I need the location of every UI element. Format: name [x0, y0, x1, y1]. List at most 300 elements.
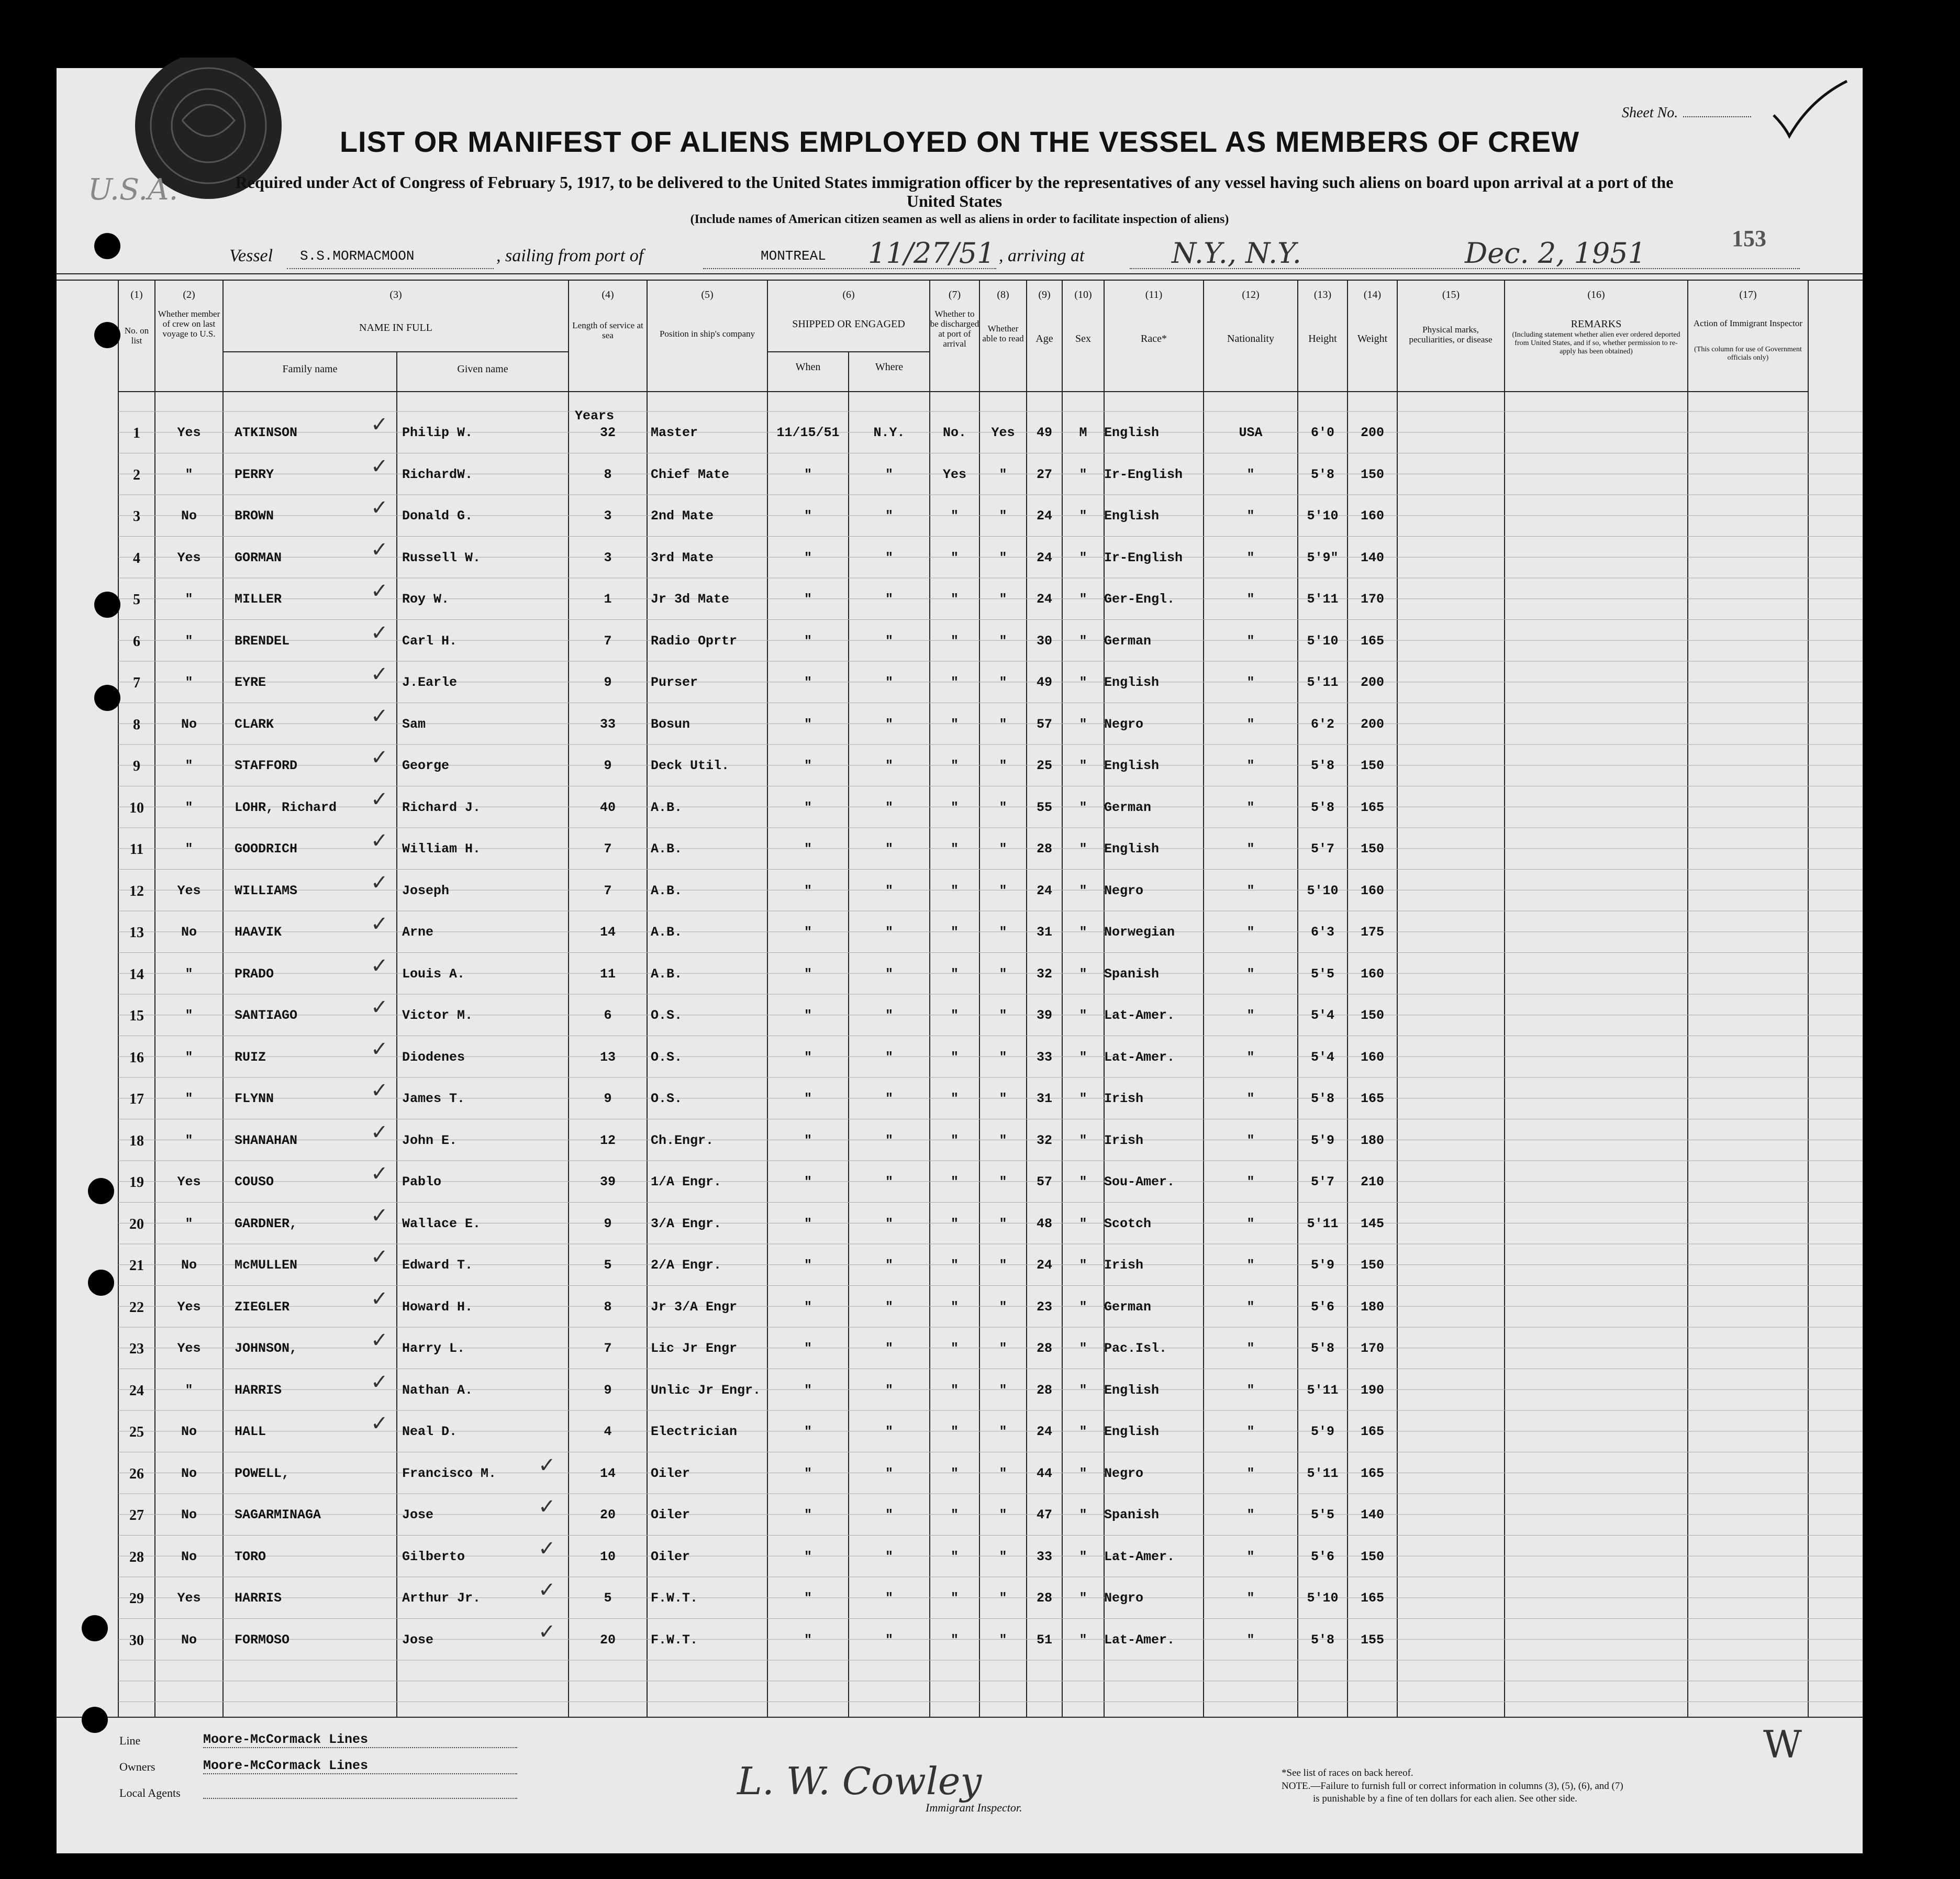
cell-when: "	[804, 799, 812, 815]
races-note: *See list of races on back hereof.	[1282, 1767, 1413, 1778]
cell-nationality: USA	[1239, 425, 1263, 440]
check-mark-icon: ✓	[538, 1619, 556, 1644]
cell-sex: "	[1079, 1424, 1087, 1439]
cell-weight: 160	[1360, 1049, 1384, 1065]
cell-nationality: "	[1246, 758, 1255, 773]
cell-family: McMULLEN	[235, 1258, 298, 1273]
cell-years: 9	[604, 1216, 612, 1231]
cell-family: FORMOSO	[235, 1632, 290, 1648]
inspector-label: Immigrant Inspector.	[926, 1801, 1022, 1814]
cell-height: 5'10	[1307, 508, 1339, 524]
check-mark-icon: ✓	[371, 870, 388, 895]
cell-discharge: "	[950, 633, 959, 649]
col2-number: (2)	[183, 289, 195, 301]
col9-number: (9)	[1038, 289, 1051, 301]
cell-race: German	[1104, 1299, 1152, 1315]
cell-position: Oiler	[651, 1549, 691, 1564]
cell-position: Purser	[651, 675, 698, 690]
cell-years: 20	[599, 1507, 616, 1522]
cell-no: 3	[133, 508, 140, 525]
cell-family: TORO	[235, 1549, 266, 1564]
cell-height: 5'6	[1310, 1299, 1334, 1315]
cell-age: 32	[1036, 966, 1052, 982]
punch-hole	[88, 1178, 114, 1204]
cell-weight: 150	[1360, 466, 1384, 482]
cell-where: "	[885, 716, 893, 732]
cell-weight: 155	[1360, 1632, 1384, 1648]
cell-discharge: "	[950, 1299, 959, 1315]
cell-when: "	[804, 1465, 812, 1481]
cell-given: Joseph	[402, 883, 450, 898]
cell-where: "	[885, 1008, 893, 1023]
cell-nationality: "	[1246, 1049, 1255, 1065]
col7-header: Whether to be discharged at port of arrival	[930, 309, 979, 349]
cell-no: 30	[129, 1632, 144, 1649]
cell-when: "	[804, 1008, 812, 1023]
cell-family: HARRIS	[235, 1591, 282, 1606]
sailing-label: , sailing from port of	[496, 246, 644, 265]
cell-family: BRENDEL	[235, 633, 290, 649]
cell-nationality: "	[1246, 1091, 1255, 1106]
col11-number: (11)	[1145, 289, 1163, 301]
cell-given: Victor M.	[402, 1008, 473, 1023]
cell-sex: "	[1079, 1382, 1087, 1398]
cell-age: 28	[1036, 841, 1052, 857]
cell-discharge: "	[950, 508, 959, 524]
cell-where: "	[885, 1507, 893, 1522]
cell-height: 5'8	[1310, 1091, 1334, 1106]
cell-given: George	[402, 758, 450, 773]
cell-sex: M	[1079, 425, 1087, 440]
cell-read: "	[999, 1008, 1007, 1023]
cell-last: "	[185, 466, 193, 482]
cell-race: Spanish	[1104, 1507, 1160, 1522]
cell-sex: "	[1079, 1091, 1087, 1106]
cell-nationality: "	[1246, 592, 1255, 607]
cell-read: "	[999, 466, 1007, 482]
cell-age: 39	[1036, 1008, 1052, 1023]
cell-position: Oiler	[651, 1507, 691, 1522]
cell-discharge: "	[950, 799, 959, 815]
col8-header: Whether able to read	[982, 324, 1024, 343]
cell-when: "	[804, 1049, 812, 1065]
cell-sex: "	[1079, 1632, 1087, 1648]
cell-years: 3	[604, 508, 612, 524]
cell-weight: 165	[1360, 799, 1384, 815]
cell-where: "	[885, 508, 893, 524]
cell-years: 32	[599, 425, 616, 440]
cell-race: Ir-English	[1104, 466, 1183, 482]
cell-last: No	[181, 1424, 197, 1439]
cell-weight: 190	[1360, 1382, 1384, 1398]
punch-hole	[94, 322, 120, 348]
cell-years: 10	[599, 1549, 616, 1564]
cell-given: Russell W.	[402, 550, 481, 565]
cell-where: "	[885, 1424, 893, 1439]
cell-read: "	[999, 1549, 1007, 1564]
cell-given: Harry L.	[402, 1341, 465, 1356]
cell-where: "	[885, 1258, 893, 1273]
cell-no: 10	[129, 799, 144, 816]
punch-hole	[82, 1707, 108, 1733]
cell-last: No	[181, 1507, 197, 1522]
cell-weight: 210	[1360, 1174, 1384, 1189]
cell-age: 32	[1036, 1132, 1052, 1148]
cell-discharge: "	[950, 1632, 959, 1648]
cell-race: English	[1104, 758, 1160, 773]
col6-when-header: When	[795, 361, 821, 373]
cell-family: WILLIAMS	[235, 883, 298, 898]
cell-when: "	[804, 1299, 812, 1315]
cell-when: "	[804, 758, 812, 773]
col16-subheader: (Including statement whether alien ever ordered deported from United States, and if so, whether permission to re-apply has been obtained)	[1512, 331, 1680, 355]
cell-age: 24	[1036, 550, 1052, 565]
cell-when: "	[804, 1258, 812, 1273]
cell-years: 11	[599, 966, 616, 982]
cell-race: Spanish	[1104, 966, 1160, 982]
cell-weight: 150	[1360, 758, 1384, 773]
cell-height: 5'8	[1310, 466, 1334, 482]
cell-height: 6'3	[1310, 925, 1334, 940]
cell-age: 51	[1036, 1632, 1052, 1648]
cell-race: Negro	[1104, 716, 1144, 732]
cell-position: Master	[651, 425, 698, 440]
cell-where: "	[885, 633, 893, 649]
cell-nationality: "	[1246, 1382, 1255, 1398]
cell-race: Norwegian	[1104, 925, 1175, 940]
cell-when: "	[804, 508, 812, 524]
cell-height: 5'4	[1310, 1049, 1334, 1065]
cell-family: FLYNN	[235, 1091, 274, 1106]
check-mark-icon: ✓	[371, 787, 388, 811]
cell-last: "	[185, 1049, 193, 1065]
col3-family-header: Family name	[282, 363, 338, 375]
cell-family: COUSO	[235, 1174, 274, 1189]
vessel-label: Vessel	[229, 246, 273, 265]
cell-years: 14	[599, 925, 616, 940]
check-mark-icon: ✓	[371, 1120, 388, 1144]
cell-given: Wallace E.	[402, 1216, 481, 1231]
cell-given: Pablo	[402, 1174, 442, 1189]
cell-age: 44	[1036, 1465, 1052, 1481]
cell-race: English	[1104, 425, 1160, 440]
cell-read: "	[999, 1174, 1007, 1189]
col9-header: Age	[1035, 333, 1053, 344]
check-mark-icon: ✓	[371, 1203, 388, 1228]
cell-where: "	[885, 1341, 893, 1356]
cell-height: 5'9	[1310, 1132, 1334, 1148]
cell-age: 28	[1036, 1382, 1052, 1398]
cell-read: "	[999, 1591, 1007, 1606]
cell-age: 24	[1036, 883, 1052, 898]
cell-years: 4	[604, 1424, 612, 1439]
cell-where: "	[885, 466, 893, 482]
cell-sex: "	[1079, 1465, 1087, 1481]
cell-sex: "	[1079, 716, 1087, 732]
cell-family: GARDNER,	[235, 1216, 298, 1231]
cell-read: "	[999, 758, 1007, 773]
cell-weight: 180	[1360, 1132, 1384, 1148]
cell-years: 9	[604, 758, 612, 773]
cell-years: 5	[604, 1258, 612, 1273]
document-title: LIST OR MANIFEST OF ALIENS EMPLOYED ON THE VESSEL AS MEMBERS OF CREW	[339, 125, 1580, 158]
cell-age: 49	[1036, 675, 1052, 690]
manifest-sheet	[57, 68, 1863, 1853]
departure-port: MONTREAL	[761, 248, 826, 264]
cell-discharge: "	[950, 1465, 959, 1481]
cell-no: 23	[129, 1341, 144, 1357]
col12-header: Nationality	[1227, 333, 1274, 344]
cell-weight: 200	[1360, 716, 1384, 732]
cell-sex: "	[1079, 799, 1087, 815]
cell-position: Jr 3/A Engr	[651, 1299, 738, 1315]
cell-family: GORMAN	[235, 550, 282, 565]
cell-no: 9	[133, 758, 140, 774]
cell-weight: 140	[1360, 550, 1384, 565]
cell-race: Lat-Amer.	[1104, 1632, 1175, 1648]
cell-last: "	[185, 841, 193, 857]
cell-sex: "	[1079, 1174, 1087, 1189]
cell-where: "	[885, 1132, 893, 1148]
cell-given: Philip W.	[402, 425, 473, 440]
cell-read: "	[999, 1258, 1007, 1273]
col7-number: (7)	[948, 289, 961, 301]
col5-header: Position in ship's company	[659, 329, 755, 339]
cell-no: 24	[129, 1382, 144, 1399]
cell-when: "	[804, 966, 812, 982]
cell-position: Bosun	[651, 716, 691, 732]
punch-hole	[94, 592, 120, 618]
cell-age: 23	[1036, 1299, 1052, 1315]
cell-where: "	[885, 925, 893, 940]
cell-when: "	[804, 592, 812, 607]
cell-discharge: "	[950, 925, 959, 940]
cell-years: 3	[604, 550, 612, 565]
cell-age: 24	[1036, 1258, 1052, 1273]
cell-last: "	[185, 1091, 193, 1106]
cell-weight: 140	[1360, 1507, 1384, 1522]
cell-last: "	[185, 592, 193, 607]
cell-no: 15	[129, 1008, 144, 1024]
cell-sex: "	[1079, 841, 1087, 857]
cell-last: Yes	[177, 1591, 201, 1606]
cell-height: 5'5	[1310, 1507, 1334, 1522]
cell-position: A.B.	[651, 966, 683, 982]
cell-weight: 165	[1360, 1091, 1384, 1106]
cell-position: O.S.	[651, 1049, 683, 1065]
cell-when: "	[804, 466, 812, 482]
cell-age: 31	[1036, 1091, 1052, 1106]
cell-nationality: "	[1246, 1132, 1255, 1148]
cell-position: F.W.T.	[651, 1591, 698, 1606]
col4-number: (4)	[602, 289, 614, 301]
cell-when: "	[804, 1132, 812, 1148]
cell-given: Diodenes	[402, 1049, 465, 1065]
check-mark-icon: ✓	[371, 496, 388, 520]
cell-weight: 165	[1360, 1465, 1384, 1481]
agents-row	[119, 1786, 181, 1800]
cell-age: 24	[1036, 592, 1052, 607]
cell-last: No	[181, 508, 197, 524]
cell-read: "	[999, 508, 1007, 524]
page-number-stamp: 153	[1732, 226, 1766, 251]
cell-height: 5'11	[1307, 1216, 1339, 1231]
cell-no: 28	[129, 1549, 144, 1565]
cell-discharge: No.	[942, 425, 966, 440]
cell-years: 33	[599, 716, 616, 732]
cell-read: "	[999, 592, 1007, 607]
penalty-note-line1: NOTE.—Failure to furnish full or correct information in columns (3), (5), (6), and (7)	[1282, 1781, 1623, 1792]
cell-position: 2/A Engr.	[651, 1258, 722, 1273]
cell-sex: "	[1079, 550, 1087, 565]
cell-height: 5'9"	[1307, 550, 1339, 565]
cell-where: N.Y.	[873, 425, 905, 440]
cell-discharge: "	[950, 1507, 959, 1522]
cell-where: "	[885, 1591, 893, 1606]
penalty-note-line2: is punishable by a fine of ten dollars for each alien. See other side.	[1313, 1793, 1577, 1804]
cell-nationality: "	[1246, 841, 1255, 857]
cell-family: HARRIS	[235, 1382, 282, 1398]
cell-when: "	[804, 1174, 812, 1189]
cell-given: Neal D.	[402, 1424, 458, 1439]
cell-no: 25	[129, 1424, 144, 1440]
cell-height: 5'5	[1310, 966, 1334, 982]
cell-last: Yes	[177, 425, 201, 440]
cell-discharge: "	[950, 1341, 959, 1356]
cell-position: Unlic Jr Engr.	[651, 1382, 761, 1398]
cell-no: 12	[129, 883, 144, 899]
cell-race: Lat-Amer.	[1104, 1008, 1175, 1023]
cell-when: "	[804, 1341, 812, 1356]
check-mark-icon: ✓	[371, 537, 388, 562]
cell-when: "	[804, 716, 812, 732]
cell-height: 5'9	[1310, 1424, 1334, 1439]
cell-position: Lic Jr Engr	[651, 1341, 738, 1356]
col4-header: Length of service at sea	[572, 320, 643, 340]
cell-family: STAFFORD	[235, 758, 298, 773]
cell-where: "	[885, 758, 893, 773]
cell-position: Radio Oprtr	[651, 633, 738, 649]
cell-height: 5'8	[1310, 1632, 1334, 1648]
cell-when: "	[804, 1382, 812, 1398]
cell-years: 7	[604, 1341, 612, 1356]
cell-position: Jr 3d Mate	[651, 592, 730, 607]
cell-position: 3rd Mate	[651, 550, 714, 565]
cell-height: 5'10	[1307, 633, 1339, 649]
cell-where: "	[885, 1174, 893, 1189]
cell-position: Ch.Engr.	[651, 1132, 714, 1148]
cell-given: Francisco M.	[402, 1465, 497, 1481]
cell-weight: 150	[1360, 1008, 1384, 1023]
cell-no: 29	[129, 1591, 144, 1607]
col3-number: (3)	[389, 289, 402, 301]
cell-position: O.S.	[651, 1091, 683, 1106]
cell-where: "	[885, 841, 893, 857]
cell-family: ZIEGLER	[235, 1299, 290, 1315]
cell-discharge: Yes	[942, 466, 966, 482]
cell-where: "	[885, 592, 893, 607]
check-mark-icon: ✓	[538, 1495, 556, 1519]
col12-number: (12)	[1242, 289, 1260, 301]
cell-read: Yes	[991, 425, 1015, 440]
cell-family: SHANAHAN	[235, 1132, 298, 1148]
col3-given-header: Given name	[457, 363, 508, 375]
cell-read: "	[999, 799, 1007, 815]
cell-no: 14	[129, 966, 144, 983]
cell-nationality: "	[1246, 550, 1255, 565]
arrival-date: Dec. 2, 1951	[1465, 237, 1646, 270]
cell-nationality: "	[1246, 1507, 1255, 1522]
cell-sex: "	[1079, 466, 1087, 482]
cell-height: 5'4	[1310, 1008, 1334, 1023]
col1-number: (1)	[130, 289, 143, 301]
cell-weight: 160	[1360, 966, 1384, 982]
cell-when: "	[804, 1507, 812, 1522]
cell-where: "	[885, 799, 893, 815]
cell-years: 13	[599, 1049, 616, 1065]
cell-age: 57	[1036, 716, 1052, 732]
cell-read: "	[999, 716, 1007, 732]
cell-given: John E.	[402, 1132, 458, 1148]
col6-number: (6)	[842, 289, 855, 301]
check-mark-icon: ✓	[538, 1536, 556, 1561]
cell-age: 25	[1036, 758, 1052, 773]
cell-weight: 175	[1360, 925, 1384, 940]
cell-nationality: "	[1246, 1632, 1255, 1648]
cell-when: "	[804, 841, 812, 857]
cell-race: German	[1104, 799, 1152, 815]
cell-height: 5'8	[1310, 1341, 1334, 1356]
cell-nationality: "	[1246, 799, 1255, 815]
check-mark-icon: ✓	[371, 413, 388, 437]
cell-where: "	[885, 1632, 893, 1648]
cell-no: 1	[133, 425, 140, 441]
col10-header: Sex	[1075, 333, 1091, 344]
agents-label: Local Agents	[119, 1786, 181, 1799]
owners-row	[119, 1758, 369, 1774]
cell-discharge: "	[950, 1216, 959, 1231]
cell-height: 5'10	[1307, 883, 1339, 898]
cell-sex: "	[1079, 633, 1087, 649]
cell-age: 24	[1036, 1424, 1052, 1439]
cell-where: "	[885, 1049, 893, 1065]
cell-when: "	[804, 1591, 812, 1606]
cell-given: Richard J.	[402, 799, 481, 815]
cell-discharge: "	[950, 1591, 959, 1606]
cell-no: 22	[129, 1299, 144, 1316]
cell-discharge: "	[950, 1091, 959, 1106]
cell-weight: 160	[1360, 508, 1384, 524]
cell-position: 1/A Engr.	[651, 1174, 722, 1189]
cell-nationality: "	[1246, 466, 1255, 482]
cell-nationality: "	[1246, 883, 1255, 898]
cell-read: "	[999, 675, 1007, 690]
col17-header: Action of Immigrant Inspector	[1693, 318, 1803, 328]
cell-where: "	[885, 675, 893, 690]
cell-no: 6	[133, 633, 140, 650]
check-mark-icon: ✓	[371, 1411, 388, 1436]
cell-discharge: "	[950, 1258, 959, 1273]
cell-weight: 145	[1360, 1216, 1384, 1231]
owners-label: Owners	[119, 1760, 155, 1773]
cell-last: No	[181, 1258, 197, 1273]
cell-family: JOHNSON,	[235, 1341, 298, 1356]
cell-years: 6	[604, 1008, 612, 1023]
cell-sex: "	[1079, 1049, 1087, 1065]
cell-years: 39	[599, 1174, 616, 1189]
cell-height: 5'11	[1307, 1382, 1339, 1398]
check-mark-icon: ✓	[371, 1328, 388, 1352]
